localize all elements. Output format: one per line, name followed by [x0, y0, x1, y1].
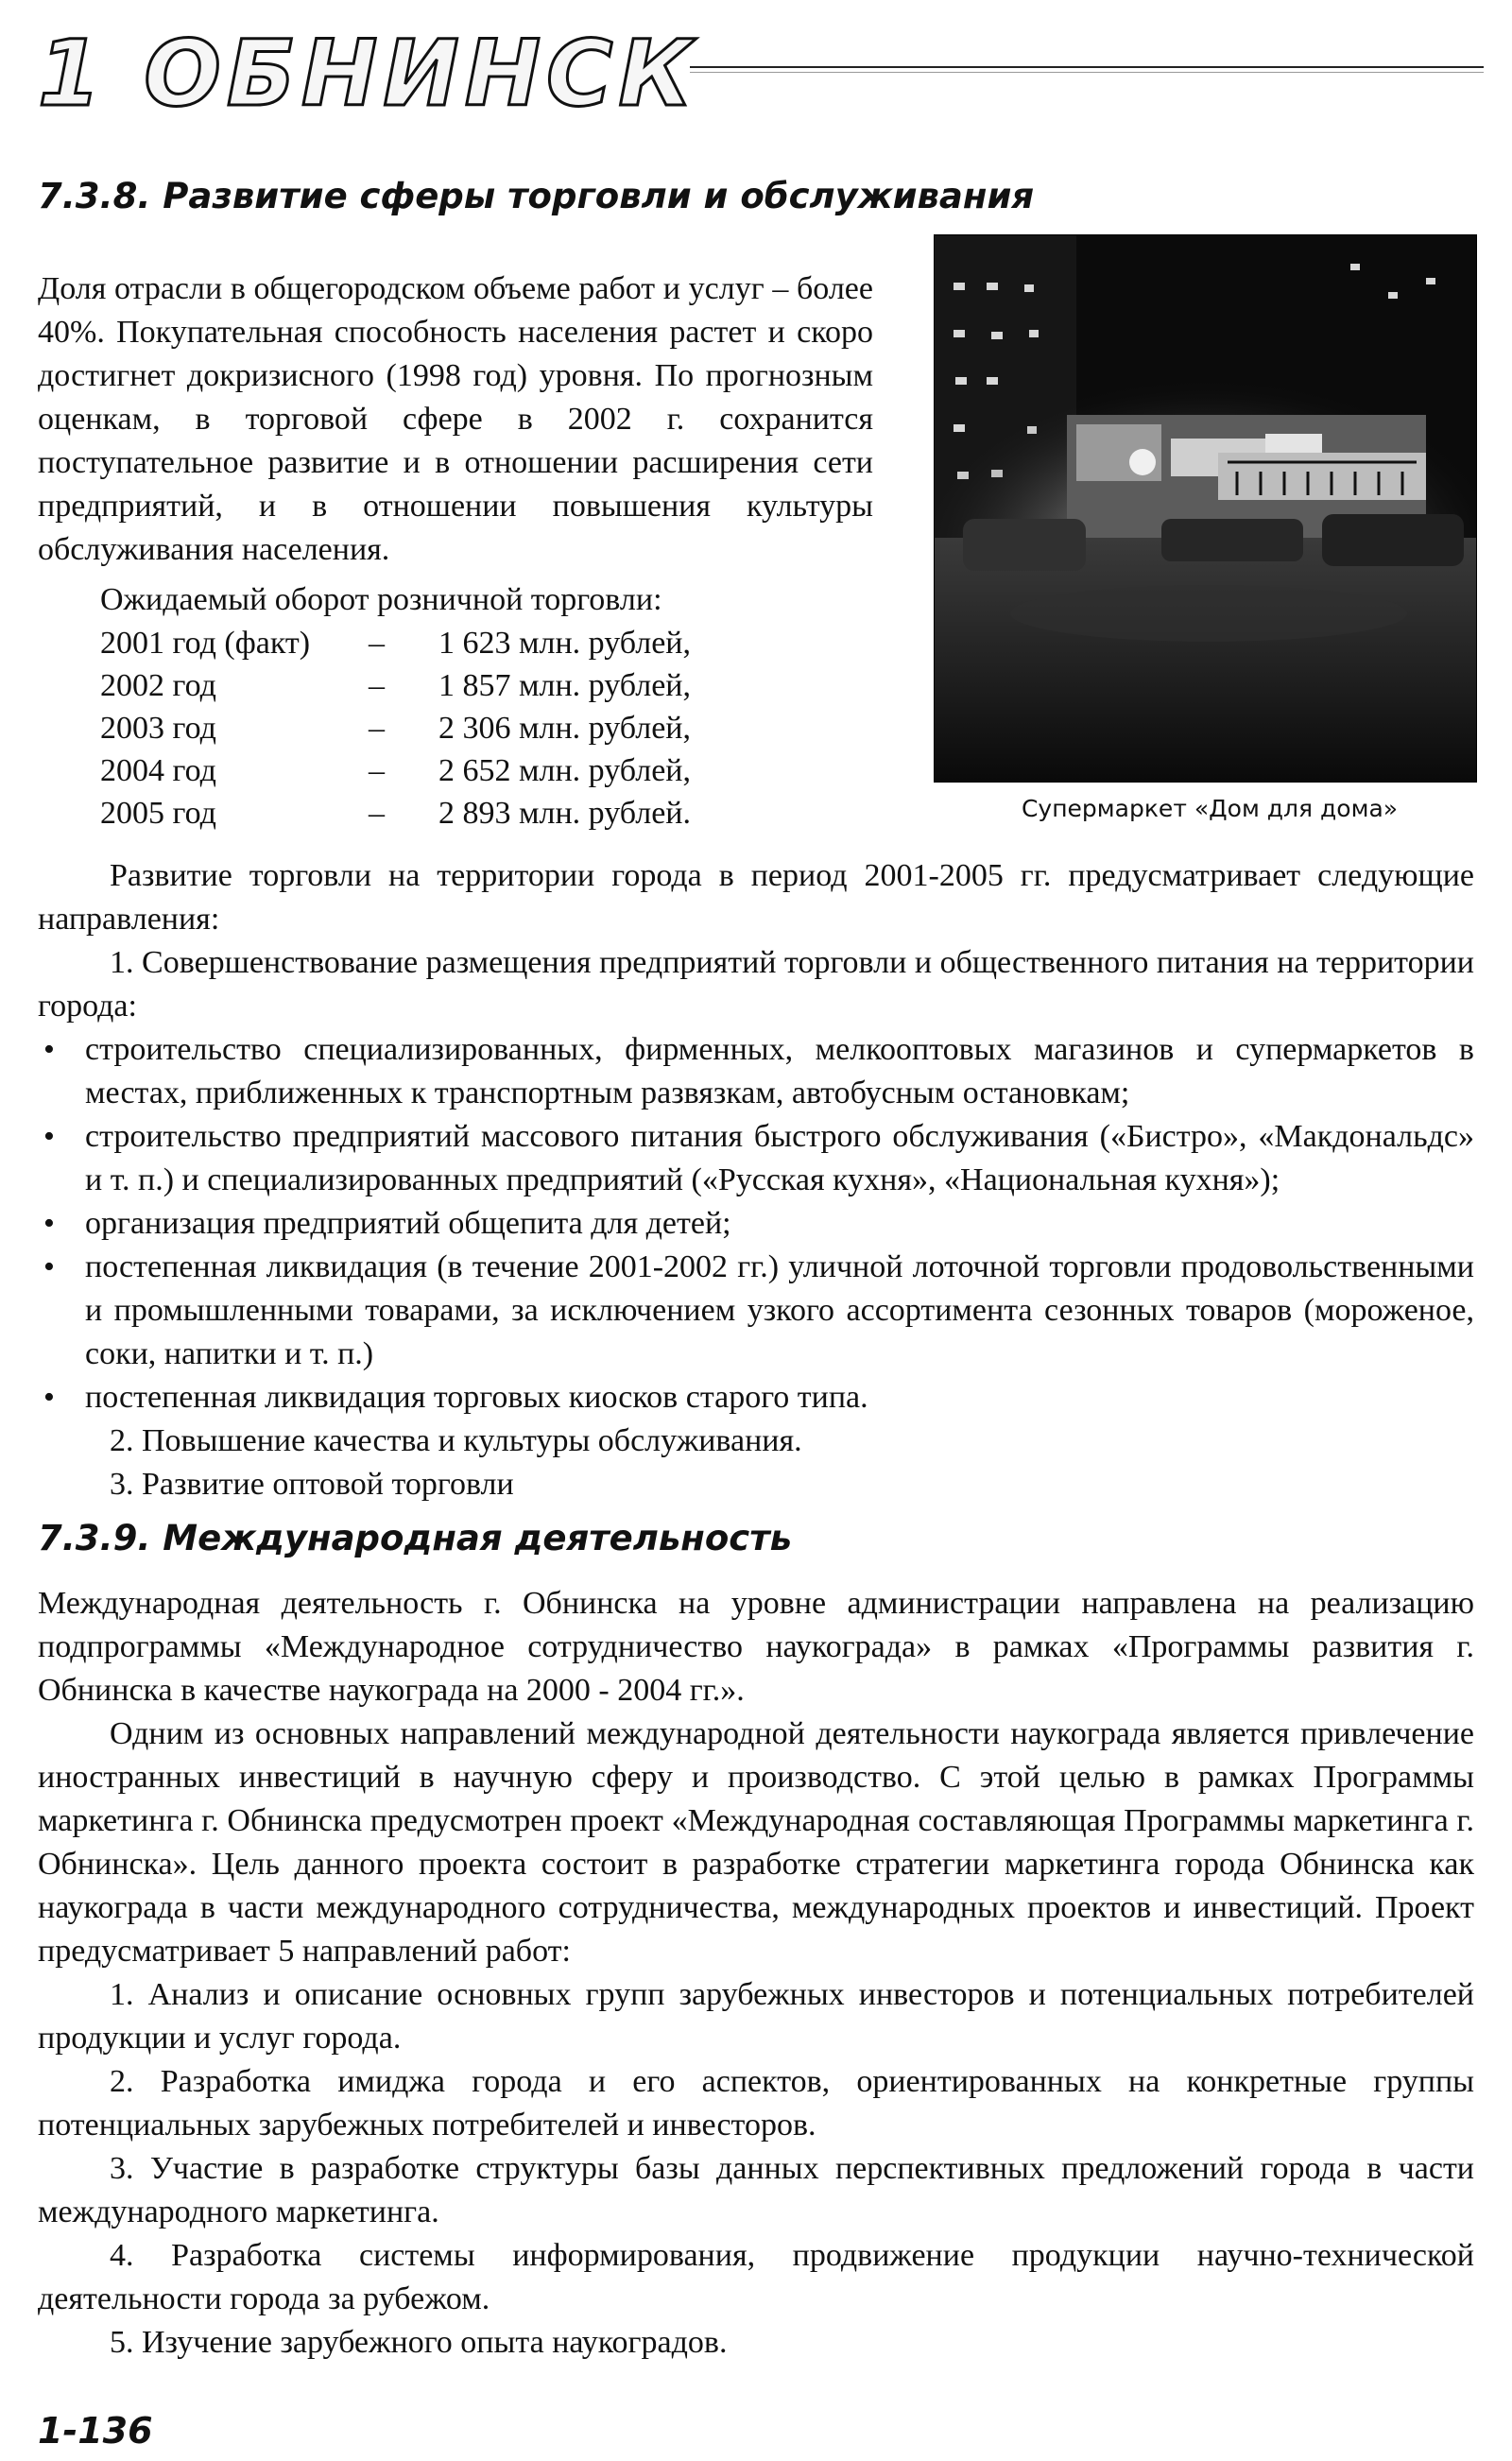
international-item: 3. Участие в разработке структуры базы данных перспективных предложений города в части международного маркетинга.: [38, 2151, 1474, 2229]
bullet-text: строительство специализированных, фирменных, мелкооптовых магазинов и супермаркетов в местах, приближенных к транспортным развязкам, автобусным остановкам;: [85, 1032, 1474, 1110]
turnover-year: 2001 год (факт): [100, 626, 311, 661]
turnover-dash: –: [369, 711, 385, 746]
header-logo: 1 ОБНИНСК: [38, 21, 698, 127]
page-number: 1-136: [38, 2410, 153, 2452]
turnover-year: 2003 год: [100, 711, 216, 746]
turnover-value: 2 652 млн. рублей,: [438, 753, 691, 788]
development-point-3: 3. Развитие оптовой торговли: [110, 1467, 514, 1502]
section-title-trade: 7.3.8. Развитие сферы торговли и обслуживания: [38, 176, 1035, 216]
international-item: 1. Анализ и описание основных групп зарубежных инвесторов и потенциальных потребителей продукции и услуг города.: [38, 1977, 1474, 2056]
list-item: [38, 1028, 1474, 1115]
list-item: [38, 1115, 1474, 1202]
international-body: [38, 1582, 1474, 2365]
bullet-icon: •: [43, 1206, 55, 1241]
section-title-international: 7.3.9. Международная деятельность: [38, 1518, 793, 1558]
header-rule-thin: [690, 72, 1484, 73]
development-point-2: 2. Повышение качества и культуры обслуживания.: [110, 1423, 802, 1458]
bullet-icon: •: [43, 1032, 55, 1067]
turnover-row: [100, 749, 913, 792]
supermarket-photo: [934, 234, 1477, 783]
turnover-value: 2 306 млн. рублей,: [438, 711, 691, 746]
turnover-dash: –: [369, 753, 385, 788]
bullet-text: постепенная ликвидация (в течение 2001-2002 гг.) уличной лоточной торговли продовольственными и промышленными товарами, за исключением узкого ассортимента сезонных товаров (мороженое, соки, напитки и т. п.): [85, 1249, 1474, 1371]
turnover-dash: –: [369, 626, 385, 661]
trade-development: [38, 854, 1474, 1506]
turnover-row: [100, 707, 913, 749]
bullet-text: организация предприятий общепита для детей;: [85, 1206, 731, 1241]
bullet-icon: •: [43, 1380, 55, 1415]
list-item: [38, 1376, 1474, 1420]
turnover-dash: –: [369, 668, 385, 703]
list-item: [38, 1246, 1474, 1376]
supermarket-night-image: [935, 235, 1476, 782]
international-paragraph-1: Международная деятельность г. Обнинска на уровне администрации направлена на реализацию подпрограммы «Международное сотрудничество наукограда» в рамках «Программы развития г. Обнинска в качестве наукограда на 2000 - 2004 гг.».: [38, 1586, 1474, 1708]
turnover-value: 2 893 млн. рублей.: [438, 796, 691, 831]
bullet-text: строительство предприятий массового питания быстрого обслуживания («Бистро», «Макдональдс» и т. п.) и специализированных предприятий («Русская кухня», «Национальная кухня»);: [85, 1119, 1474, 1197]
international-item: 5. Изучение зарубежного опыта наукоградов.: [110, 2325, 728, 2360]
bullet-icon: •: [43, 1119, 55, 1154]
development-point-1: 1. Совершенствование размещения предприятий торговли и общественного питания на территории города:: [38, 945, 1474, 1024]
turnover-table: [100, 578, 913, 835]
trade-intro-paragraph: Доля отрасли в общегородском объеме работ и услуг – более 40%. Покупательная способность населения растет и скоро достигнет докризисного (1998 год) уровня. По прогнозным оценкам, в торговой сфере в 2002 г. сохранится поступательное развитие и в отношении расширения сети предприятий, и в отношении повышения культуры обслуживания населения.: [38, 271, 873, 567]
turnover-row: [100, 664, 913, 707]
turnover-row: [100, 792, 913, 835]
turnover-value: 1 623 млн. рублей,: [438, 626, 691, 661]
list-item: [38, 1202, 1474, 1246]
photo-caption: Супермаркет «Дом для дома»: [1021, 795, 1399, 822]
international-paragraph-2: Одним из основных направлений международной деятельности наукограда является привлечение иностранных инвестиций в научную сферу и производство. С этой целью в рамках Программы маркетинга г. Обнинска предусмотрен проект «Международная составляющая Программы маркетинга г. Обнинска». Цель данного проекта состоит в разработке стратегии маркетинга города Обнинска как наукограда в части международного сотрудничества, международных проектов и инвестиций. Проект предусматривает 5 направлений работ:: [38, 1716, 1474, 1969]
turnover-year: 2005 год: [100, 796, 216, 831]
development-bullets: [38, 1028, 1474, 1420]
turnover-row: [100, 622, 913, 664]
trade-intro: [38, 267, 873, 572]
turnover-value: 1 857 млн. рублей,: [438, 668, 691, 703]
page-header: [38, 21, 1474, 127]
header-rule: [690, 66, 1484, 68]
turnover-year: 2004 год: [100, 753, 216, 788]
international-item: 2. Разработка имиджа города и его аспектов, ориентированных на конкретные группы потенциальных зарубежных потребителей и инвесторов.: [38, 2064, 1474, 2143]
turnover-year: 2002 год: [100, 668, 216, 703]
turnover-dash: –: [369, 796, 385, 831]
bullet-text: постепенная ликвидация торговых киосков старого типа.: [85, 1380, 868, 1415]
turnover-title: Ожидаемый оборот розничной торговли:: [100, 582, 662, 617]
international-item: 4. Разработка системы информирования, продвижение продукции научно-технической деятельности города за рубежом.: [38, 2238, 1474, 2316]
development-intro: Развитие торговли на территории города в период 2001-2005 гг. предусматривает следующие направления:: [38, 858, 1474, 937]
bullet-icon: •: [43, 1249, 55, 1284]
